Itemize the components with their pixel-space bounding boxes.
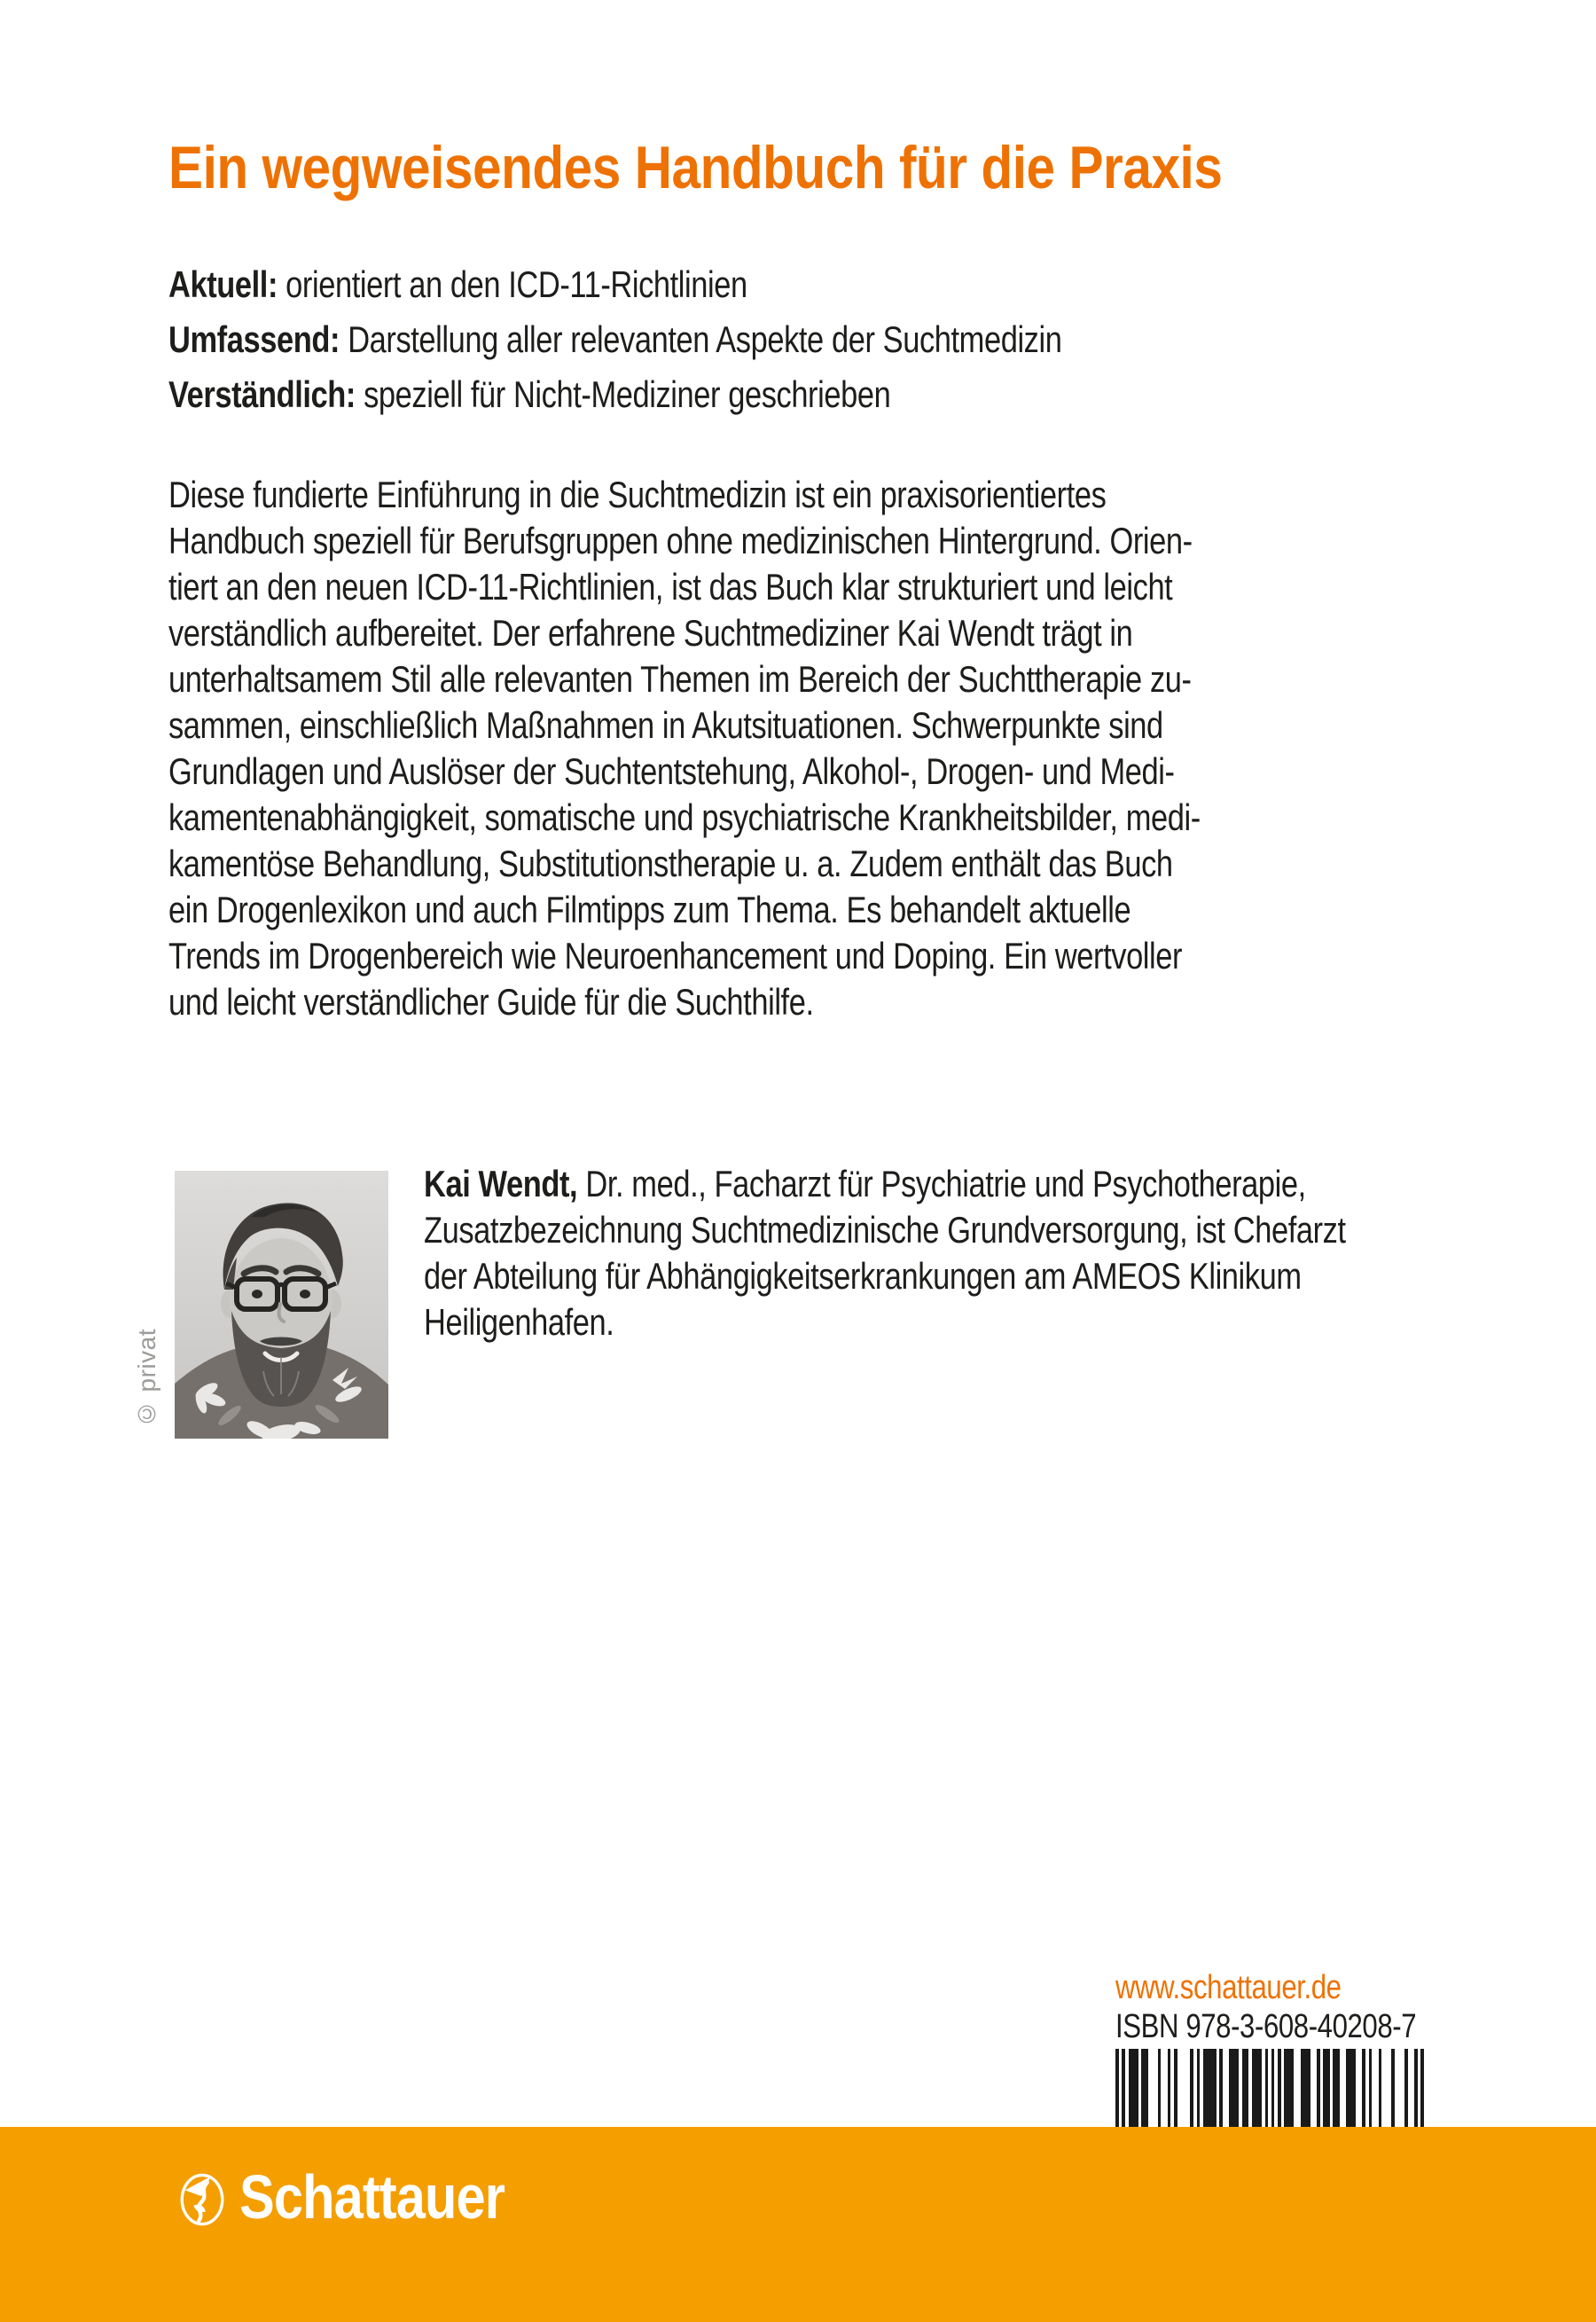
blurb-line: Handbuch speziell für Berufsgruppen ohne medizinischen Hintergrund. Orien- (168, 520, 1193, 561)
isbn-label: ISBN 978-3-608-40208-7 (1115, 2008, 1417, 2045)
author-bio (424, 1161, 1346, 1345)
author-photo (175, 1171, 388, 1439)
schattauer-emblem-icon (178, 2173, 226, 2226)
blurb-line: kamentöse Behandlung, Substitutionstherapie u. a. Zudem enthält das Buch (168, 843, 1173, 884)
highlight-line: Aktuell: orientiert an den ICD-11-Richtlinien (168, 263, 747, 305)
bio-line: Zusatzbezeichnung Suchtmedizinische Grundversorgung, ist Chefarzt (424, 1209, 1346, 1251)
blurb-line: unterhaltsamem Stil alle relevanten Themen im Bereich der Suchttherapie zu- (168, 658, 1192, 700)
publisher-logo (178, 2162, 552, 2233)
blurb-line: Diese fundierte Einführung in die Suchtmedizin ist ein praxisorientiertes (168, 474, 1107, 515)
page-title: Ein wegweisendes Handbuch für die Praxis (168, 134, 1223, 201)
author-name: Kai Wendt, (424, 1163, 578, 1204)
highlight-list (168, 257, 1061, 422)
publisher-website-link[interactable]: www.schattauer.de (1115, 1969, 1342, 2006)
bio-line: der Abteilung für Abhängigkeitserkrankungen am AMEOS Klinikum (424, 1255, 1302, 1297)
blurb-line: kamentenabhängigkeit, somatische und psychiatrische Krankheitsbilder, medi- (168, 796, 1201, 838)
blurb-line: tiert an den neuen ICD-11-Richtlinien, ist das Buch klar strukturiert und leicht (168, 566, 1173, 608)
isbn-barcode (1115, 2049, 1424, 2127)
highlight-line: Umfassend: Darstellung aller relevanten Aspekte der Suchtmedizin (168, 318, 1062, 360)
author-portrait-illustration (175, 1171, 388, 1439)
photo-credit: © privat (133, 1329, 160, 1428)
highlight-line: Verständlich: speziell für Nicht-Mediziner geschrieben (168, 373, 891, 415)
blurb-line: und leicht verständlicher Guide für die Suchthilfe. (168, 981, 814, 1023)
blurb-line: verständlich aufbereitet. Der erfahrene Suchtmediziner Kai Wendt trägt in (168, 612, 1133, 654)
bio-line: Heiligenhafen. (424, 1301, 614, 1343)
publisher-footer-bar (0, 2127, 1596, 2322)
publisher-wordmark: Schattauer (239, 2162, 505, 2232)
blurb-line: Trends im Drogenbereich wie Neuroenhancement und Doping. Ein wertvoller (168, 935, 1183, 977)
bio-line: Kai Wendt, Dr. med., Facharzt für Psychiatrie und Psychotherapie, (424, 1163, 1306, 1204)
blurb-line: ein Drogenlexikon und auch Filmtipps zum Thema. Es behandelt aktuelle (168, 889, 1131, 930)
blurb-line: sammen, einschließlich Maßnahmen in Akutsituationen. Schwerpunkte sind (168, 704, 1163, 746)
blurb-line: Grundlagen und Auslöser der Suchtentstehung, Alkohol-, Drogen- und Medi- (168, 750, 1175, 792)
blurb-paragraph (168, 472, 1201, 1025)
